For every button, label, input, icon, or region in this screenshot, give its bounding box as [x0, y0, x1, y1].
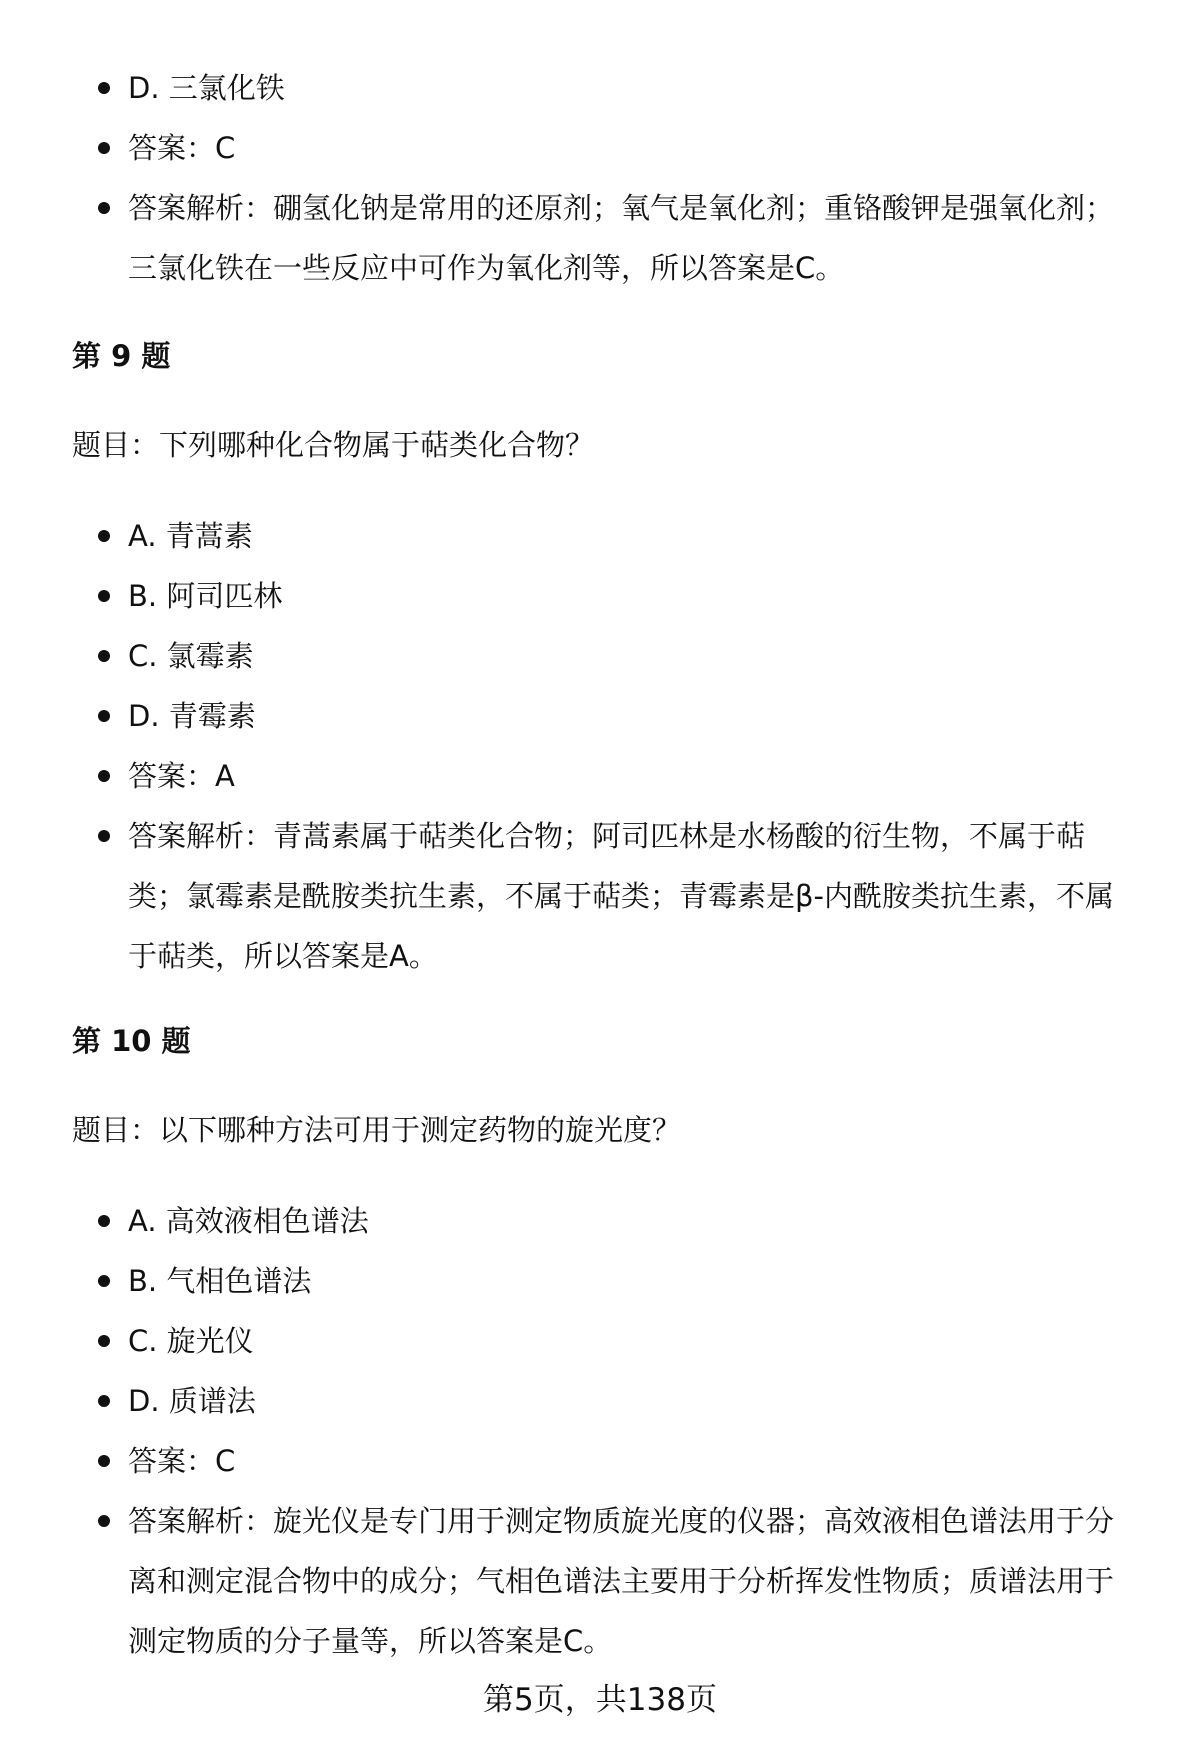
option-text: C. 氯霉素 — [128, 639, 254, 673]
answer — [0, 1431, 1200, 1491]
explanation-text: 答案解析：旋光仪是专门用于测定物质旋光度的仪器；高效液相色谱法用于分离和测定混合物中的成分；气相色谱法主要用于分析挥发性物质；质谱法用于测定物质的分子量等，所以答案是C。 — [128, 1504, 1115, 1658]
explanation — [0, 1491, 1200, 1671]
bullet-icon — [98, 770, 110, 782]
answer-text: 答案：C — [128, 1444, 236, 1478]
option-text: D. 青霉素 — [128, 699, 256, 733]
question-9-stem: 题目：下列哪种化合物属于萜类化合物？ — [72, 428, 595, 462]
explanation — [0, 178, 1200, 298]
explanation-text: 答案解析：青蒿素属于萜类化合物；阿司匹林是水杨酸的衍生物，不属于萜类；氯霉素是酰胺类抗生素，不属于萜类；青霉素是β-内酰胺类抗生素，不属于萜类，所以答案是A。 — [128, 819, 1114, 973]
bullet-icon — [98, 142, 110, 154]
option-a — [0, 1191, 1200, 1251]
option-c — [0, 626, 1200, 686]
option-text: B. 气相色谱法 — [128, 1264, 312, 1298]
question-10-list — [0, 1191, 1200, 1671]
option-a — [0, 506, 1200, 566]
bullet-icon — [98, 650, 110, 662]
bullet-icon — [98, 1395, 110, 1407]
option-d — [0, 686, 1200, 746]
bullet-icon — [98, 1455, 110, 1467]
question-9-heading: 第 9 题 — [72, 339, 171, 373]
prev-question-list — [0, 58, 1200, 298]
option-text: C. 旋光仪 — [128, 1324, 254, 1358]
answer — [0, 118, 1200, 178]
option-text: D. 三氯化铁 — [128, 71, 285, 105]
explanation — [0, 806, 1200, 986]
bullet-icon — [98, 710, 110, 722]
option-d — [0, 1371, 1200, 1431]
bullet-icon — [98, 82, 110, 94]
bullet-icon — [98, 1515, 110, 1527]
answer — [0, 746, 1200, 806]
option-b — [0, 566, 1200, 626]
answer-text: 答案：A — [128, 759, 235, 793]
explanation-text: 答案解析：硼氢化钠是常用的还原剂；氧气是氧化剂；重铬酸钾是强氧化剂；三氯化铁在一些反应中可作为氧化剂等，所以答案是C。 — [128, 191, 1115, 285]
page-number: 第5页，共138页 — [483, 1682, 717, 1718]
bullet-icon — [98, 1275, 110, 1287]
question-9-list — [0, 506, 1200, 986]
option-text: B. 阿司匹林 — [128, 579, 283, 613]
question-10-heading: 第 10 题 — [72, 1024, 191, 1058]
question-10-stem: 题目：以下哪种方法可用于测定药物的旋光度？ — [72, 1113, 682, 1147]
option-text: D. 质谱法 — [128, 1384, 256, 1418]
bullet-icon — [98, 1335, 110, 1347]
bullet-icon — [98, 1215, 110, 1227]
bullet-icon — [98, 202, 110, 214]
option-b — [0, 1251, 1200, 1311]
bullet-icon — [98, 830, 110, 842]
answer-text: 答案：C — [128, 131, 236, 165]
option-text: A. 青蒿素 — [128, 519, 253, 553]
option-text: A. 高效液相色谱法 — [128, 1204, 369, 1238]
option-d — [0, 58, 1200, 118]
option-c — [0, 1311, 1200, 1371]
bullet-icon — [98, 530, 110, 542]
bullet-icon — [98, 590, 110, 602]
